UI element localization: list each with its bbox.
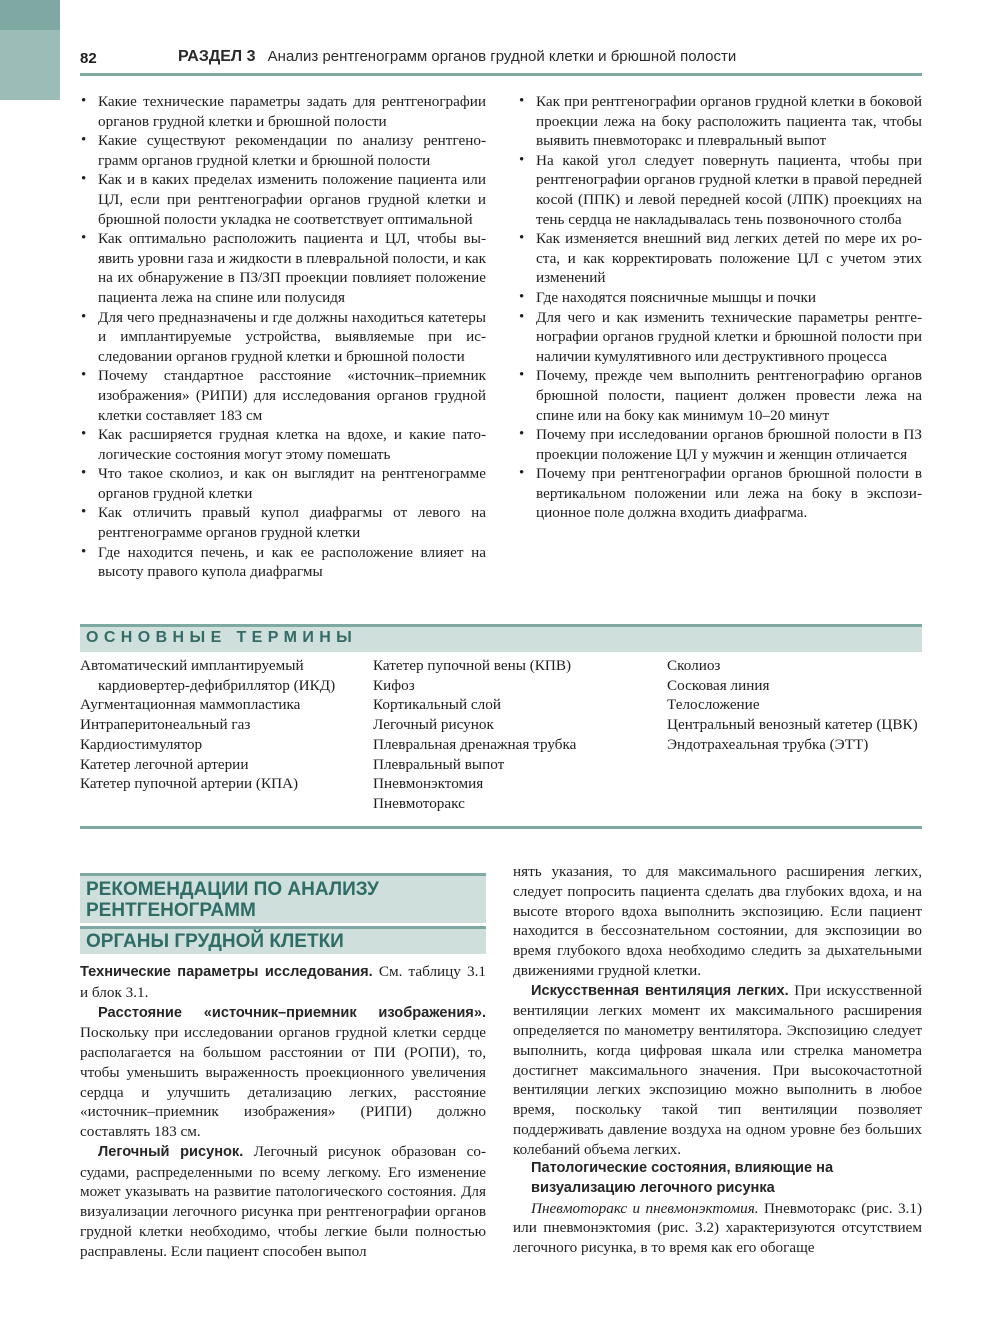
term-item: Катетер легочной артерии — [80, 755, 249, 773]
term-item: Эндотрахеальная трубка (ЭТТ) — [667, 735, 869, 753]
key-terms-column-2 — [373, 656, 663, 814]
term-item: Катетер пупочной артерии (КПА) — [80, 775, 299, 793]
section-label: РАЗДЕЛ 3 — [178, 48, 256, 65]
term-item: Кардиостимулятор — [80, 735, 203, 753]
key-terms-bottom-rule — [80, 826, 922, 829]
term-item: Легочный рисунок — [373, 716, 494, 734]
question-item: • Как отличить правый купол диафрагмы от левого на рентгенограмме органов грудной клетки — [80, 503, 486, 542]
key-terms-title: ОСНОВНЫЕ ТЕРМИНЫ — [86, 629, 358, 646]
body-column-left — [80, 962, 486, 1261]
paragraph-technical-parameters — [80, 962, 486, 1003]
question-item: • Почему при рентгенографии органов брюшной полости в вертикальном положении или лежа на боку в экспозиционное поле должна входить диафрагма. — [518, 464, 922, 523]
question-item: • Как оптимально расположить пациента и ЦЛ, чтобы выявить уровни газа и жидкости в плевральной полости, и как на их обнаружение в ПЗ/ЗП проекции повлияет положение пациента лежа на спине или полусидя — [80, 229, 486, 307]
term-item: Плевральная дренажная трубка — [373, 735, 577, 753]
paragraph-lung-pattern — [80, 1142, 486, 1262]
question-item: • Что такое сколиоз, и как он выглядит на рентгенограмме органов грудной клетки — [80, 464, 486, 503]
question-item: • Почему при исследовании органов брюшной полости в ПЗ проекции положение ЦЛ у мужчин и женщин отличается — [518, 425, 922, 464]
subsection-heading: Патологические состояния, влияющие на визуализацию легочного рисунка — [531, 1160, 834, 1196]
term-item: Аугментационная маммопластика — [80, 696, 301, 714]
body-column-right — [513, 862, 922, 1258]
question-item: • Где находятся поясничные мышцы и почки — [518, 288, 922, 308]
question-item: • Как и в каких пределах изменить положение пациента или ЦЛ, если при рентгенографии органов грудной клетки и брюшной полости укладка не соответствует оптимальной — [80, 170, 486, 229]
question-item: • Как изменяется внешний вид легких детей по мере их роста, и как корректировать положение ЦЛ с учетом этих изменений — [518, 229, 922, 288]
term-item: Плевральный выпот — [373, 755, 505, 773]
term-item: Кортикальный слой — [373, 696, 501, 714]
section-heading-recommendations: РЕКОМЕНДАЦИИ ПО АНАЛИЗУ РЕНТГЕНОГРАММ — [80, 873, 486, 923]
key-terms-column-3 — [667, 656, 922, 755]
term-item: Сосковая линия — [667, 676, 770, 694]
question-item: • Где находится печень, и как ее расположение влияет на высоту правого купола диафрагмы — [80, 543, 486, 582]
key-terms-column-1 — [80, 656, 365, 794]
question-item: • Для чего предназначены и где должны находиться катетеры и имплантируемые устройства, выявляемые при исследовании органов грудной клетки и брюшной полости — [80, 308, 486, 367]
term-item: Центральный венозный катетер (ЦВК) — [667, 716, 918, 734]
term-item: Интраперитонеальный газ — [80, 716, 251, 734]
paragraph-sid-distance — [80, 1003, 486, 1142]
paragraph-continuation: нять указания, то для максимального расширения легких, следует попросить пациента сделать два глубоких вдоха, и на высоте второго вдоха выполнить экспозицию. Если пациент находится в бессознательном состоянии, для экспозиции во время глубокого вдоха необходимо следить за дыхательными движениями грудной клетки. — [513, 863, 922, 979]
page-number: 82 — [80, 50, 97, 67]
key-terms-header — [80, 624, 922, 652]
run-in-heading-italic: Пневмоторакс и пневмонэктомия. — [531, 1199, 759, 1217]
run-in-heading: Искусственная вентиляция легких. — [531, 982, 789, 999]
paragraph-mechanical-ventilation — [513, 981, 922, 1160]
page-tab-strip — [0, 30, 60, 100]
term-item: Автоматический имплантируемый кардиовертер-дефибриллятор (ИКД) — [80, 657, 336, 694]
term-item: Сколиоз — [667, 657, 721, 674]
run-in-heading: Расстояние «источник–приемник изображения». — [98, 1004, 486, 1021]
run-in-heading: Технические параметры исследования. — [80, 964, 373, 980]
paragraph-text: См. таблицу 3.1 и блок 3.1. — [80, 963, 486, 1001]
question-item: • Почему стандартное расстояние «источник–приемник изображения» (РИПИ) для исследования органов грудной клетки составляет 183 см — [80, 366, 486, 425]
questions-list-left — [80, 92, 486, 582]
term-item: Пневмоторакс — [373, 794, 465, 812]
term-item: Телосложение — [667, 696, 760, 714]
section-heading-chest-organs: ОРГАНЫ ГРУДНОЙ КЛЕТКИ — [80, 926, 486, 954]
term-item: Катетер пупочной вены (КПВ) — [373, 657, 572, 674]
run-in-heading: Легочный рисунок. — [98, 1143, 244, 1160]
question-item: • Для чего и как изменить технические параметры рентгенографии органов грудной клетки и брюшной полости при наличии кумулятивного или деструктивного процесса — [518, 308, 922, 367]
term-item: Кифоз — [373, 676, 415, 694]
paragraph-text: При искусственной вентиляции легких момент их максимального расширения определяется по манометру вентилятора. Экспозицию следует выполнить, когда цифровая шкала или стрелка манометра достигнет максимального значения. При высокочастотной вентиляции легких экспозицию можно выполнить в любое время, поскольку такой тип вентиляции позволяет поддерживать давление воздуха на одном уровне без больших колебаний объема легких. — [513, 981, 922, 1158]
section-title: Анализ рентгенограмм органов грудной клетки и брюшной полости — [267, 48, 737, 65]
question-item: • Какие технические параметры задать для рентгенографии органов грудной клетки и брюшной полости — [80, 92, 486, 131]
paragraph-text: Легочный рисунок образован сосудами, распределенными по всему легкому. Его изменение может указывать на развитие патологического состояния. Для визуализации легочного рисунка при рентгенографии органов грудной клетки необходимо, чтобы легкие были полностью расправлены. Если пациент способен выпол — [80, 1142, 486, 1260]
question-item: • Как при рентгенографии органов грудной клетки в боковой проекции лежа на боку расположить пациента так, чтобы выявить пневмоторакс и плевральный выпот — [518, 92, 922, 151]
paragraph-text: Поскольку при исследовании органов грудной клетки сердце располагается на большом расстоянии от ПИ (РОПИ), то, чтобы уменьшить выраженность проекционного увеличения сердца и улучшить детализацию легких, расстояние «источник–приемник изображения» (РИПИ) должно составлять 183 см. — [80, 1024, 486, 1140]
term-item: Пневмонэктомия — [373, 775, 484, 793]
question-item: • Почему, прежде чем выполнить рентгенографию органов брюшной полости, пациент должен провести лежа на спине или на боку как минимум 10–20 минут — [518, 366, 922, 425]
question-item: • На какой угол следует повернуть пациента, чтобы при рентгенографии органов грудной клетки в правой передней косой (ППК) и левой передней косой (ЛПК) проекциях на тень сердца не накладывалась тень позвоночного столба — [518, 151, 922, 229]
paragraph-pneumothorax — [513, 1199, 922, 1258]
question-item: • Как расширяется грудная клетка на вдохе, и какие патологические состояния могут этому помешать — [80, 425, 486, 464]
running-head — [178, 48, 736, 66]
question-item: • Какие существуют рекомендации по анализу рентгенограмм органов грудной клетки и брюшной полости — [80, 131, 486, 170]
running-head-rule — [80, 73, 922, 76]
questions-list-right — [518, 92, 922, 523]
paragraph-text: Пневмоторакс (рис. 3.1) или пневмонэктомия (рис. 3.2) характеризуются отсутствием легочного рисунка, в то время как его обогаще — [513, 1199, 922, 1257]
